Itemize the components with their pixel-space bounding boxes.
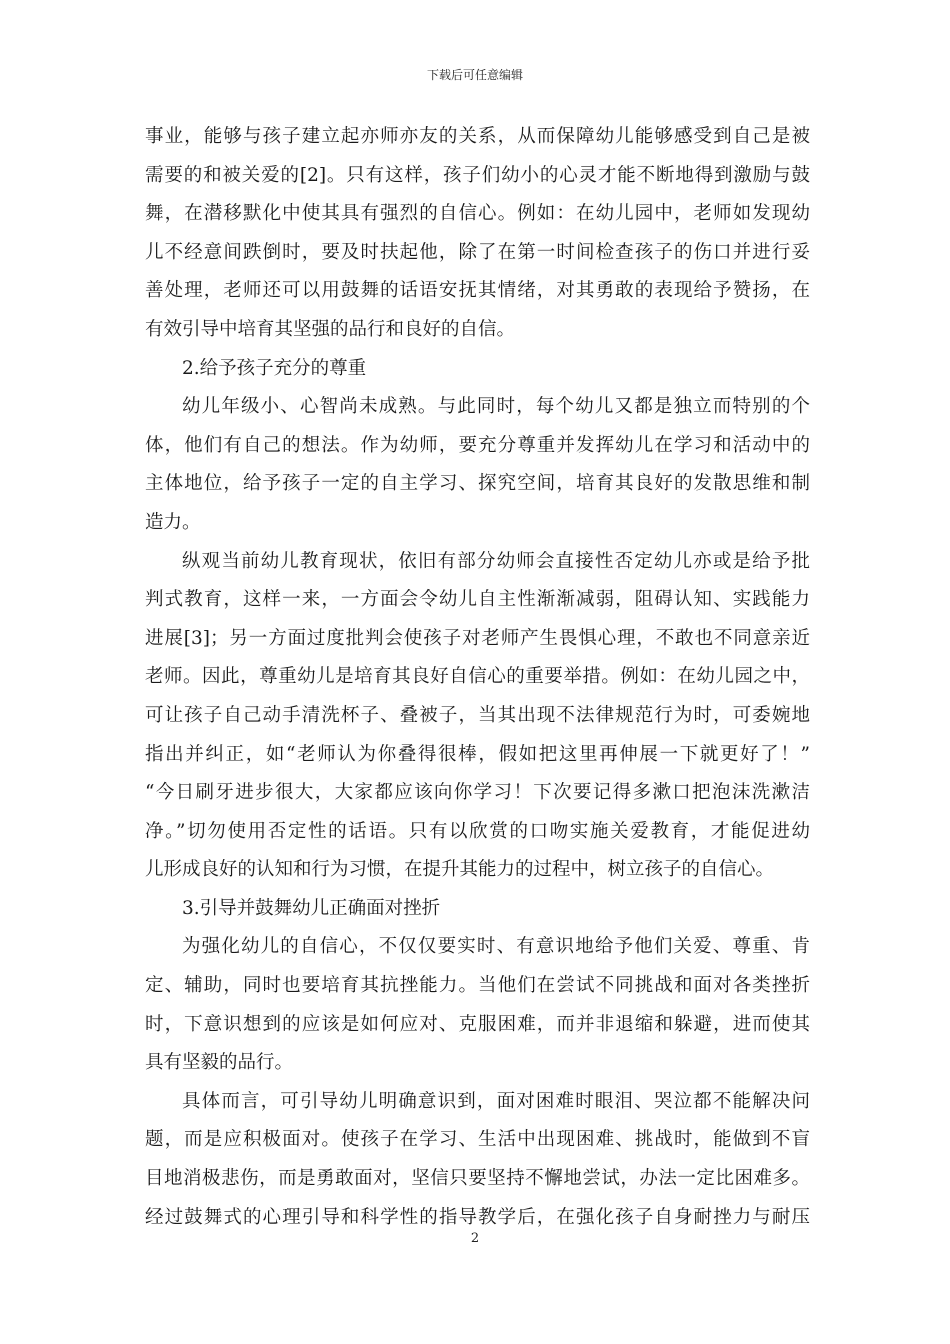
text-line: 事业，能够与孩子建立起亦师亦友的关系，从而保障幼儿能够感受到自己是被: [145, 126, 810, 147]
text-line: 儿形成良好的认知和行为习惯，在提升其能力的过程中，树立孩子的自信心。: [145, 859, 775, 881]
text-line: 可让孩子自己动手清洗杯子、叠被子，当其出现不法律规范行为时，可委婉地: [145, 704, 810, 726]
text-line: 老师。因此，尊重幼儿是培育其良好自信心的重要举措。例如：在幼儿园之中，: [145, 666, 810, 688]
text-line: 幼儿年级小、心智尚未成熟。与此同时，每个幼儿又都是独立而特别的个: [182, 396, 810, 418]
page-number: 2: [470, 1231, 480, 1246]
text-line: 2.给予孩子充分的尊重: [182, 357, 367, 379]
text-line: 舞，在潜移默化中使其具有强烈的自信心。例如：在幼儿园中，老师如发现幼: [145, 203, 810, 225]
text-line: 指出并纠正，如“老师认为你叠得很棒，假如把这里再伸展一下就更好了！”: [145, 743, 810, 765]
body-text: [145, 118, 810, 1237]
text-line: 题，而是应积极面对。使孩子在学习、生活中出现困难、挑战时，能做到不盲: [145, 1129, 810, 1151]
page-header: 下载后可任意编辑: [426, 68, 523, 82]
text-line: 需要的和被关爱的[2]。只有这样，孩子们幼小的心灵才能不断地得到激励与鼓: [145, 164, 810, 186]
text-line: 判式教育，这样一来，一方面会令幼儿自主性渐渐减弱，阻碍认知、实践能力: [145, 589, 810, 611]
text-line: 目地消极悲伤，而是勇敢面对，坚信只要坚持不懈地尝试，办法一定比困难多。: [145, 1168, 810, 1190]
text-line: 儿不经意间跌倒时，要及时扶起他，除了在第一时间检查孩子的伤口并进行妥: [145, 241, 810, 263]
text-line: 体，他们有自己的想法。作为幼师，要充分尊重并发挥幼儿在学习和活动中的: [145, 434, 810, 456]
text-line: 有效引导中培育其坚强的品行和良好的自信。: [145, 318, 516, 340]
text-line: 时，下意识想到的应该是如何应对、克服困难，而并非退缩和躲避，进而使其: [145, 1013, 810, 1035]
text-line: 经过鼓舞式的心理引导和科学性的指导教学后，在强化孩子自身耐挫力与耐压: [145, 1206, 810, 1228]
text-line: 善处理，老师还可以用鼓舞的话语安抚其情绪，对其勇敢的表现给予赞扬，在: [145, 280, 810, 302]
text-line: 具有坚毅的品行。: [145, 1052, 294, 1074]
text-line: 进展[3]；另一方面过度批判会使孩子对老师产生畏惧心理，不敢也不同意亲近: [145, 627, 810, 649]
text-line: 净。”切勿使用否定性的话语。只有以欣赏的口吻实施关爱教育，才能促进幼: [145, 820, 810, 842]
text-line: 为强化幼儿的自信心，不仅仅要实时、有意识地给予他们关爱、尊重、肯: [182, 936, 810, 958]
text-line: 3.引导并鼓舞幼儿正确面对挫折: [182, 897, 441, 919]
text-line: 主体地位，给予孩子一定的自主学习、探究空间，培育其良好的发散思维和制: [145, 473, 810, 495]
text-line: 纵观当前幼儿教育现状，依旧有部分幼师会直接性否定幼儿亦或是给予批: [182, 550, 810, 572]
text-line: 具体而言，可引导幼儿明确意识到，面对困难时眼泪、哭泣都不能解决问: [182, 1090, 810, 1112]
text-line: “今日刷牙进步很大，大家都应该向你学习！下次要记得多漱口把泡沫洗漱洁: [145, 782, 810, 804]
text-line: 定、辅助，同时也要培育其抗挫能力。当他们在尝试不同挑战和面对各类挫折: [145, 975, 810, 997]
text-line: 造力。: [145, 511, 201, 533]
